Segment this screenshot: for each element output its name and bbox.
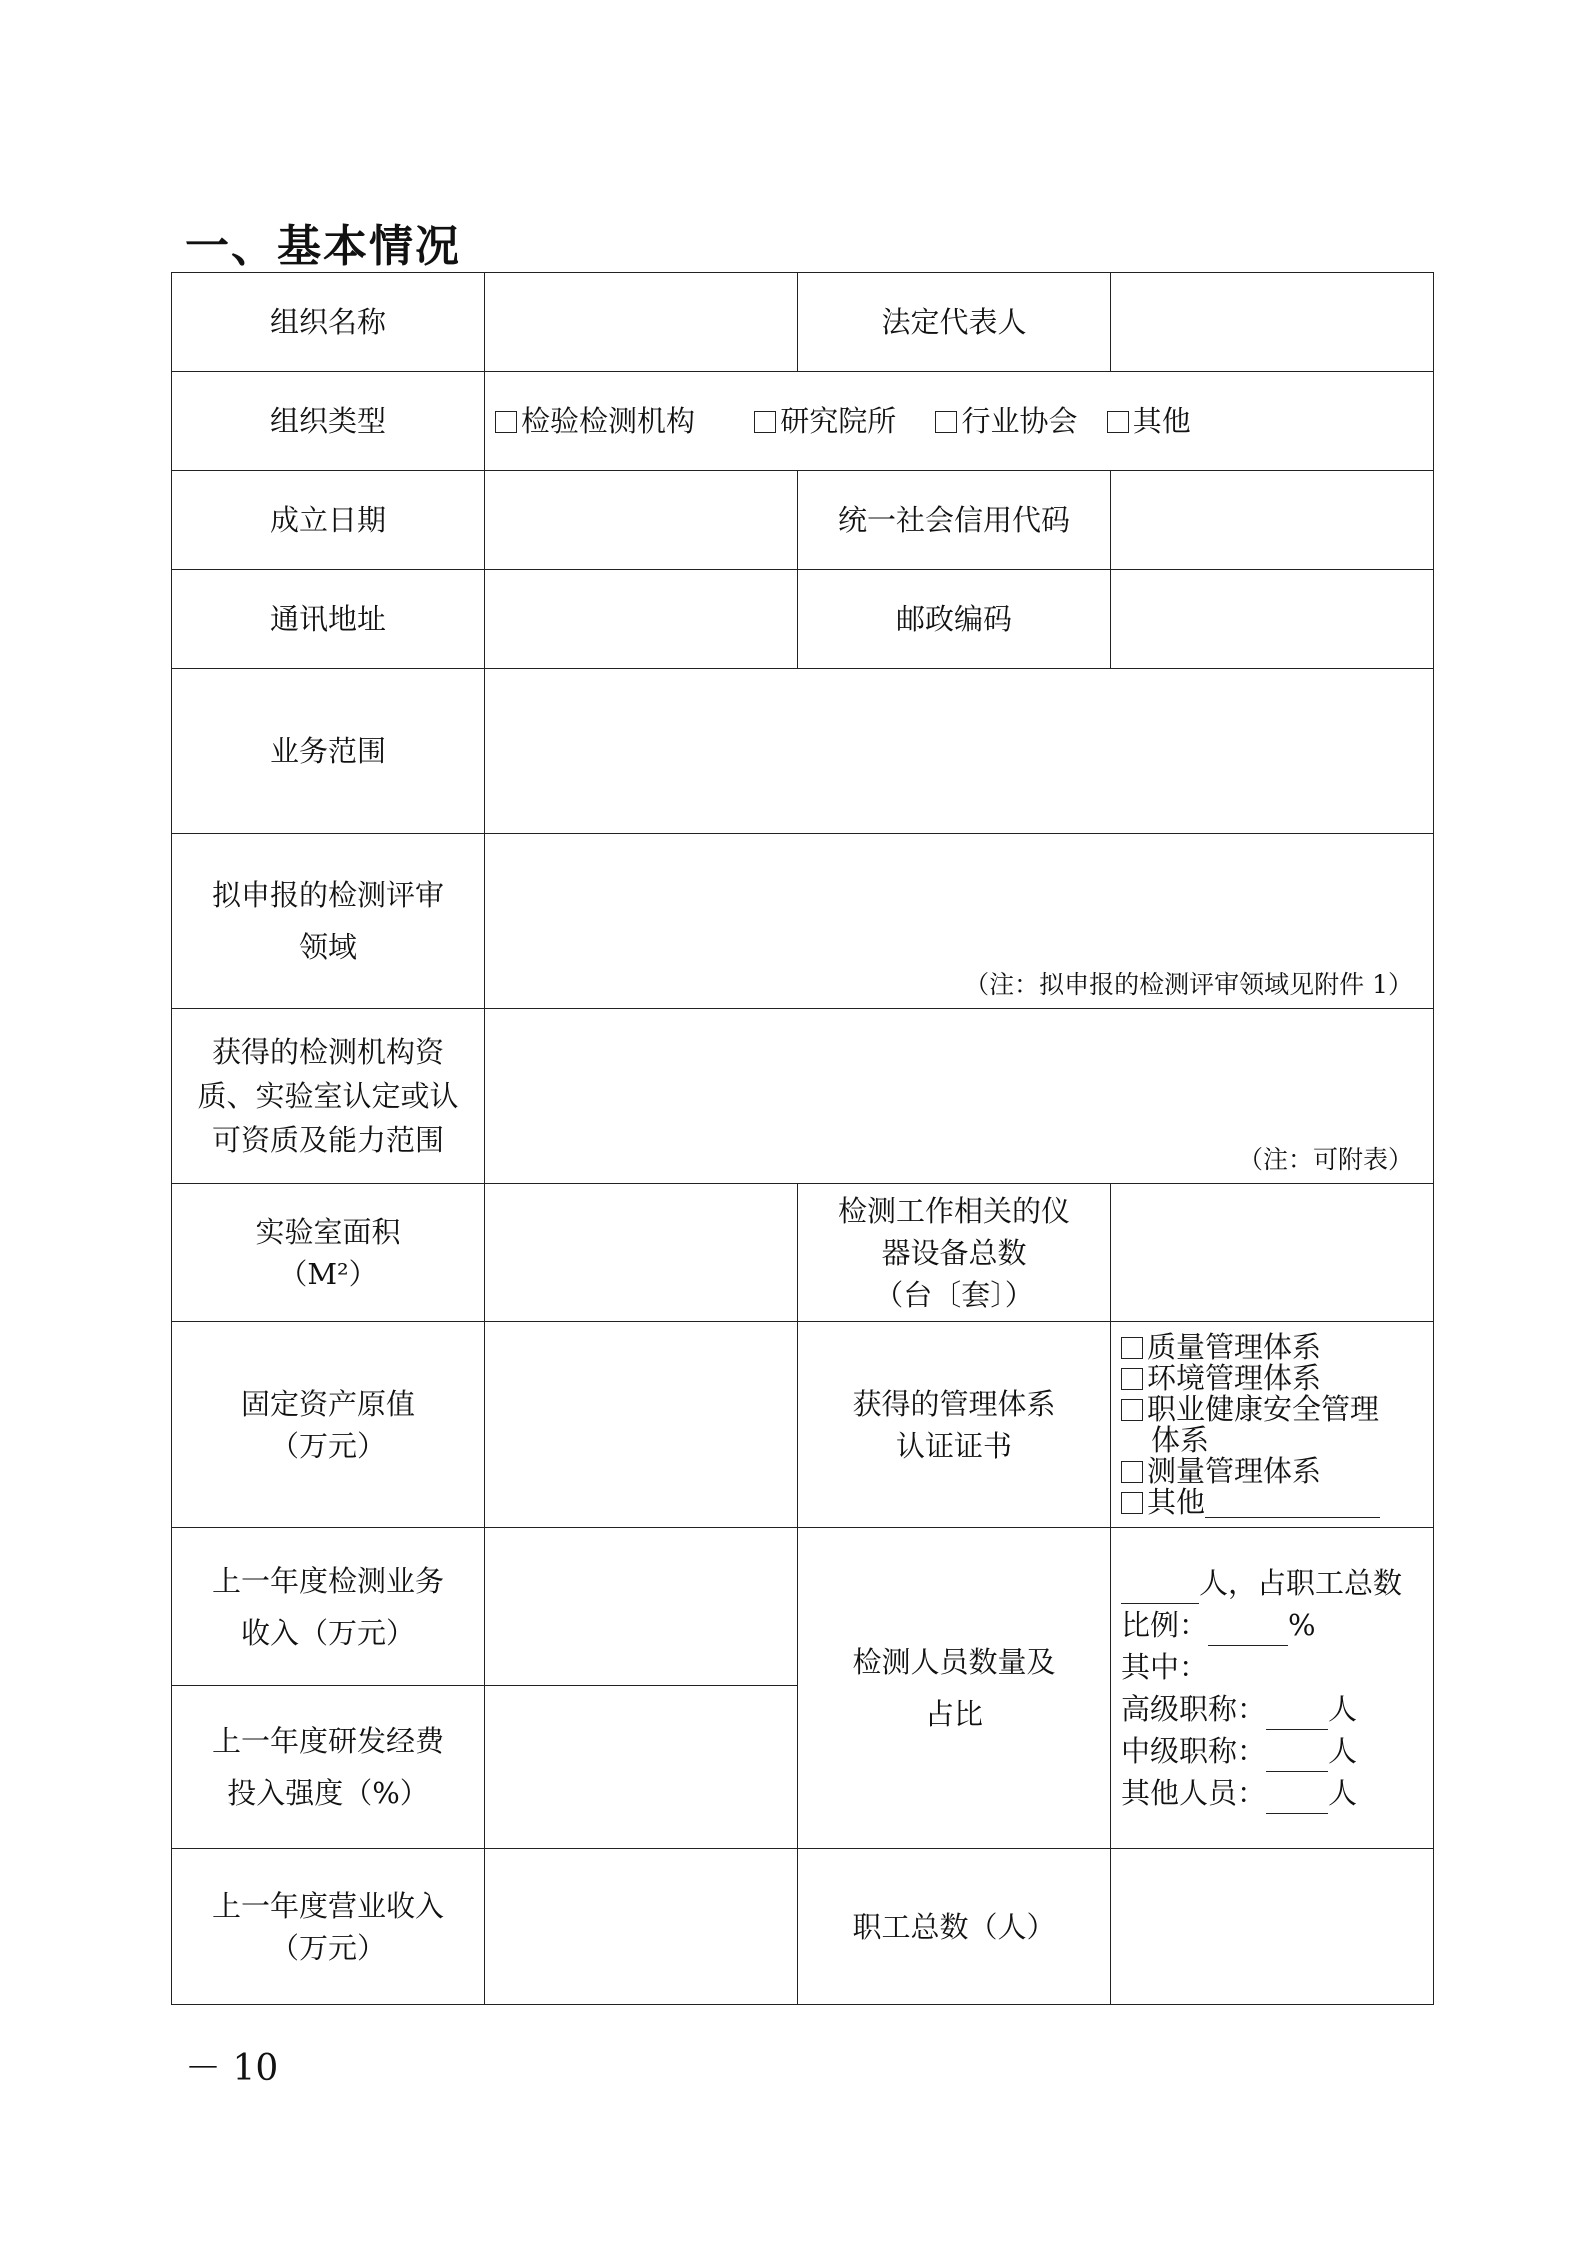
label-review-field: 拟申报的检测评审 领域 [172,834,485,1009]
label-rd-intensity: 上一年度研发经费 投入强度（%） [172,1686,485,1849]
field-qualification[interactable] [485,1009,1434,1184]
label-fixed-assets: 固定资产原值 （万元） [172,1322,485,1528]
field-test-income[interactable] [485,1528,798,1686]
staff-count-blank[interactable] [1121,1573,1199,1604]
option-research-institute[interactable]: 研究院所 [754,400,896,442]
checkbox-icon[interactable] [935,411,957,433]
checkbox-icon[interactable] [1121,1337,1143,1359]
checkbox-icon[interactable] [495,411,517,433]
label-business-scope: 业务范围 [172,669,485,834]
label-legal-rep: 法定代表人 [798,273,1111,372]
checkbox-icon[interactable] [1121,1399,1143,1421]
option-testing-institution[interactable]: 检验检测机构 [495,400,695,442]
other-staff-blank[interactable] [1266,1783,1328,1814]
basic-info-table [171,272,1434,2005]
note-review-field: （注：拟申报的检测评审领域见附件 1） [964,970,1413,999]
field-org-type [485,372,1434,471]
checkbox-icon[interactable] [1107,411,1129,433]
checkbox-icon[interactable] [1121,1492,1143,1514]
field-mgmt-cert [1111,1322,1434,1528]
middle-title-blank[interactable] [1266,1741,1328,1772]
field-business-scope[interactable] [485,669,1434,834]
cert-other-blank[interactable] [1205,1487,1380,1518]
label-founded-date: 成立日期 [172,471,485,570]
field-legal-rep[interactable] [1111,273,1434,372]
senior-title-blank[interactable] [1266,1699,1328,1730]
field-staff-ratio: 人，占职工总数 比例： % 其中： 高级职称： 人 中级职称： 人 其他人员： 人 [1111,1528,1434,1849]
page-number: － 10 [185,2048,279,2089]
checkbox-icon[interactable] [1121,1461,1143,1483]
option-industry-association[interactable]: 行业协会 [935,400,1077,442]
label-credit-code: 统一社会信用代码 [798,471,1111,570]
field-review-field[interactable] [485,834,1434,1009]
field-fixed-assets[interactable] [485,1322,798,1528]
cert-environment[interactable]: 环境管理体系 [1121,1363,1423,1394]
label-lab-area: 实验室面积 （M²） [172,1184,485,1322]
field-founded-date[interactable] [485,471,798,570]
label-mgmt-cert: 获得的管理体系 认证证书 [798,1322,1111,1528]
label-test-income: 上一年度检测业务 收入（万元） [172,1528,485,1686]
section-heading: 一、基本情况 [185,221,461,272]
label-org-type: 组织类型 [172,372,485,471]
note-qualification: （注：可附表） [1237,1145,1413,1174]
staff-ratio-blank[interactable] [1208,1615,1288,1646]
field-postcode[interactable] [1111,570,1434,669]
field-revenue[interactable] [485,1849,798,2005]
label-staff-ratio: 检测人员数量及 占比 [798,1528,1111,1849]
label-revenue: 上一年度营业收入 （万元） [172,1849,485,2005]
field-credit-code[interactable] [1111,471,1434,570]
field-org-name[interactable] [485,273,798,372]
cert-ohs-continued: 体系 [1151,1422,1210,1457]
label-total-staff: 职工总数（人） [798,1849,1111,2005]
field-rd-intensity[interactable] [485,1686,798,1849]
field-address[interactable] [485,570,798,669]
label-address: 通讯地址 [172,570,485,669]
label-equipment-count: 检测工作相关的仪 器设备总数 （台〔套〕） [798,1184,1111,1322]
checkbox-icon[interactable] [754,411,776,433]
option-other[interactable]: 其他 [1107,400,1191,442]
cert-quality[interactable]: 质量管理体系 [1121,1332,1423,1363]
cert-other[interactable]: 其他 [1121,1487,1423,1518]
checkbox-icon[interactable] [1121,1368,1143,1390]
field-lab-area[interactable] [485,1184,798,1322]
label-postcode: 邮政编码 [798,570,1111,669]
cert-measurement[interactable]: 测量管理体系 [1121,1456,1423,1487]
label-org-name: 组织名称 [172,273,485,372]
field-total-staff[interactable] [1111,1849,1434,2005]
cert-ohs[interactable]: 职业健康安全管理 [1121,1394,1423,1425]
field-equipment-count[interactable] [1111,1184,1434,1322]
label-qualification: 获得的检测机构资 质、实验室认定或认 可资质及能力范围 [172,1009,485,1184]
